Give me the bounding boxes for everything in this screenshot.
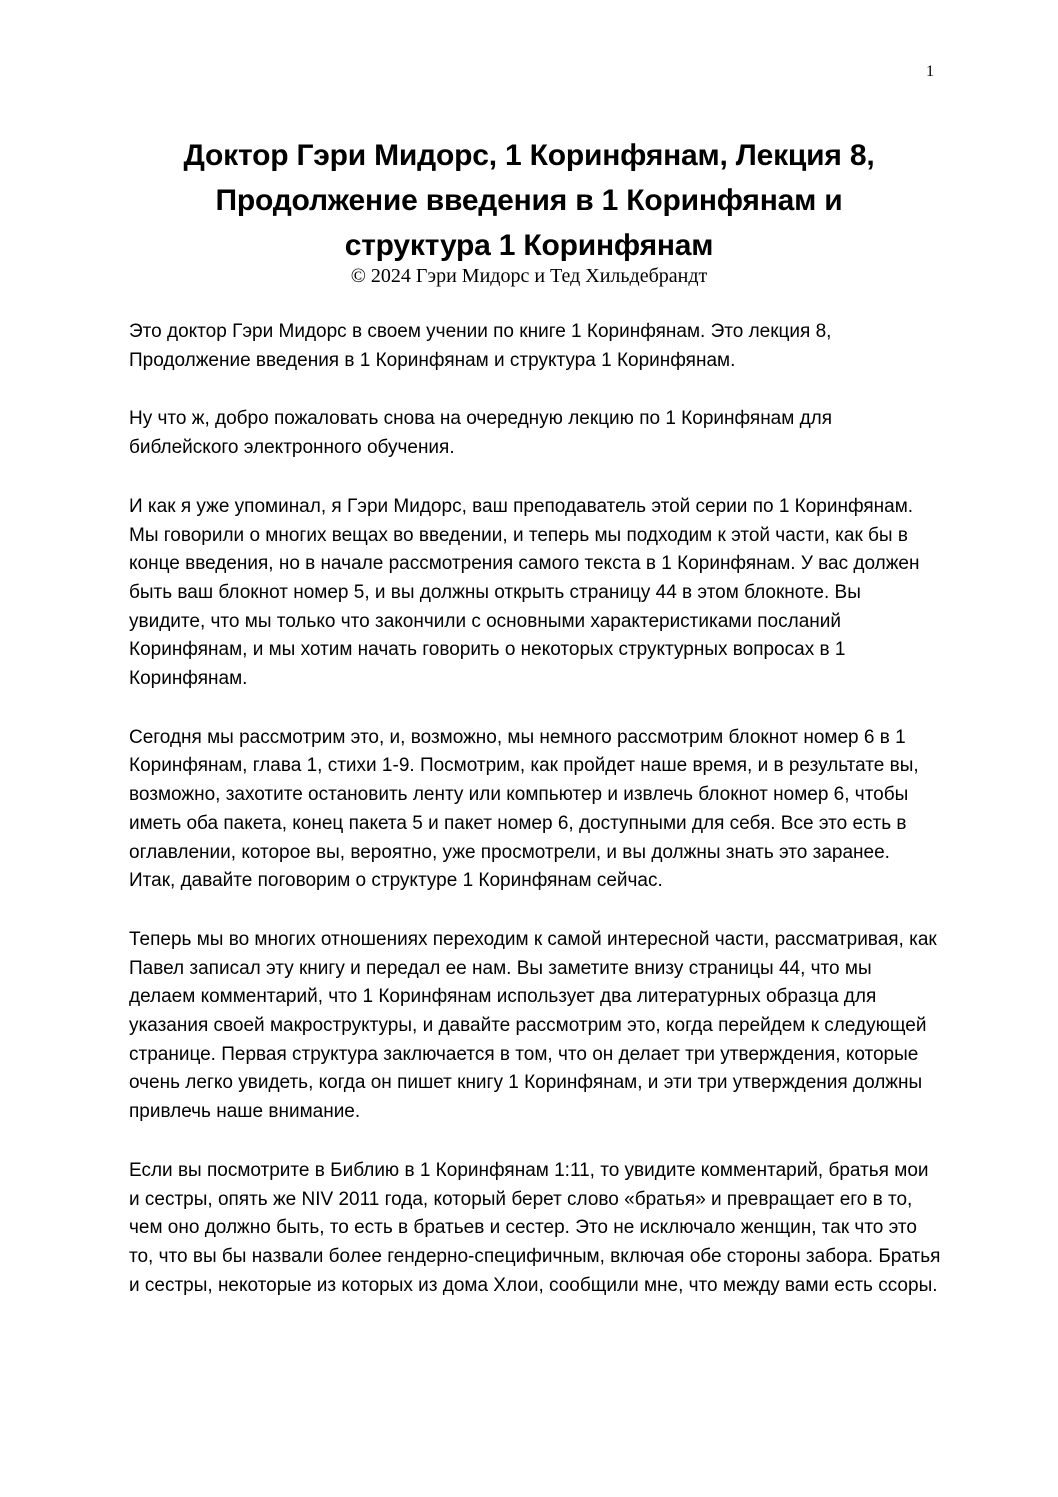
copyright-line: © 2024 Гэри Мидорс и Тед Хильдебрандт: [350, 265, 708, 287]
document-body: [129, 318, 941, 1330]
document-title: [100, 133, 958, 268]
paragraph: Это доктор Гэри Мидорс в своем учении по книге 1 Коринфянам. Это лекция 8, Продолжение введения в 1 Коринфянам и структура 1 Коринфянам.: [129, 321, 832, 371]
paragraph: Ну что ж, добро пожаловать снова на очередную лекцию по 1 Коринфянам для библейского электронного обучения.: [129, 408, 833, 459]
paragraph: И как я уже упоминал, я Гэри Мидорс, ваш преподаватель этой серии по 1 Коринфянам. Мы говорили о многих вещах во введении, и теперь мы подходим к этой части, как бы в конце введения, но в начале рассмотрения самого текста в 1 Коринфянам. У вас должен быть ваш блокнот номер 5, и вы должны открыть страницу 44 в этом блокноте. Вы увидите, что мы только что закончили с основными характеристиками посланий Коринфянам, и мы хотим начать говорить о некоторых структурных вопросах в 1 Коринфянам.: [129, 495, 920, 690]
paragraph: Если вы посмотрите в Библию в 1 Коринфянам 1:11, то увидите комментарий, братья мои и сестры, опять же NIV 2011 года, который берет слово «братья» и превращает его в то, чем оно должно быть, то есть в братьев и сестер. Это не исключало женщин, так что это то, что вы бы назвали более гендерно-специфичным, включая обе стороны забора. Братья и сестры, некоторые из которых из дома Хлои, сообщили мне, что между вами есть ссоры.: [129, 1159, 941, 1296]
page-number: 1: [926, 63, 934, 80]
paragraph: Теперь мы во многих отношениях переходим к самой интересной части, рассматривая, как Павел записал эту книгу и передал ее нам. Вы заметите внизу страницы 44, что мы делаем комментарий, что 1 Коринфянам использует два литературных образца для указания своей макроструктуры, и давайте рассмотрим это, когда перейдем к следующей странице. Первая структура заключается в том, что он делает три утверждения, которые очень легко увидеть, когда он пишет книгу 1 Коринфянам, и эти три утверждения должны привлечь наше внимание.: [129, 928, 937, 1123]
title-line: структура 1 Коринфянам: [344, 229, 714, 262]
paragraph: Сегодня мы рассмотрим это, и, возможно, мы немного рассмотрим блокнот номер 6 в 1 Коринфянам, глава 1, стихи 1-9. Посмотрим, как пройдет наше время, и в результате вы, возможно, захотите остановить ленту или компьютер и извлечь блокнот номер 6, чтобы иметь оба пакета, конец пакета 5 и пакет номер 6, доступными для себя. Все это есть в оглавлении, которое вы, вероятно, уже просмотрели, и вы должны знать это заранее. Итак, давайте поговорим о структуре 1 Коринфянам сейчас.: [129, 726, 919, 892]
title-line: Продолжение введения в 1 Коринфянам и: [215, 184, 843, 217]
title-line: Доктор Гэри Мидорс, 1 Коринфянам, Лекция 8,: [183, 139, 875, 172]
document-header: [100, 133, 958, 288]
